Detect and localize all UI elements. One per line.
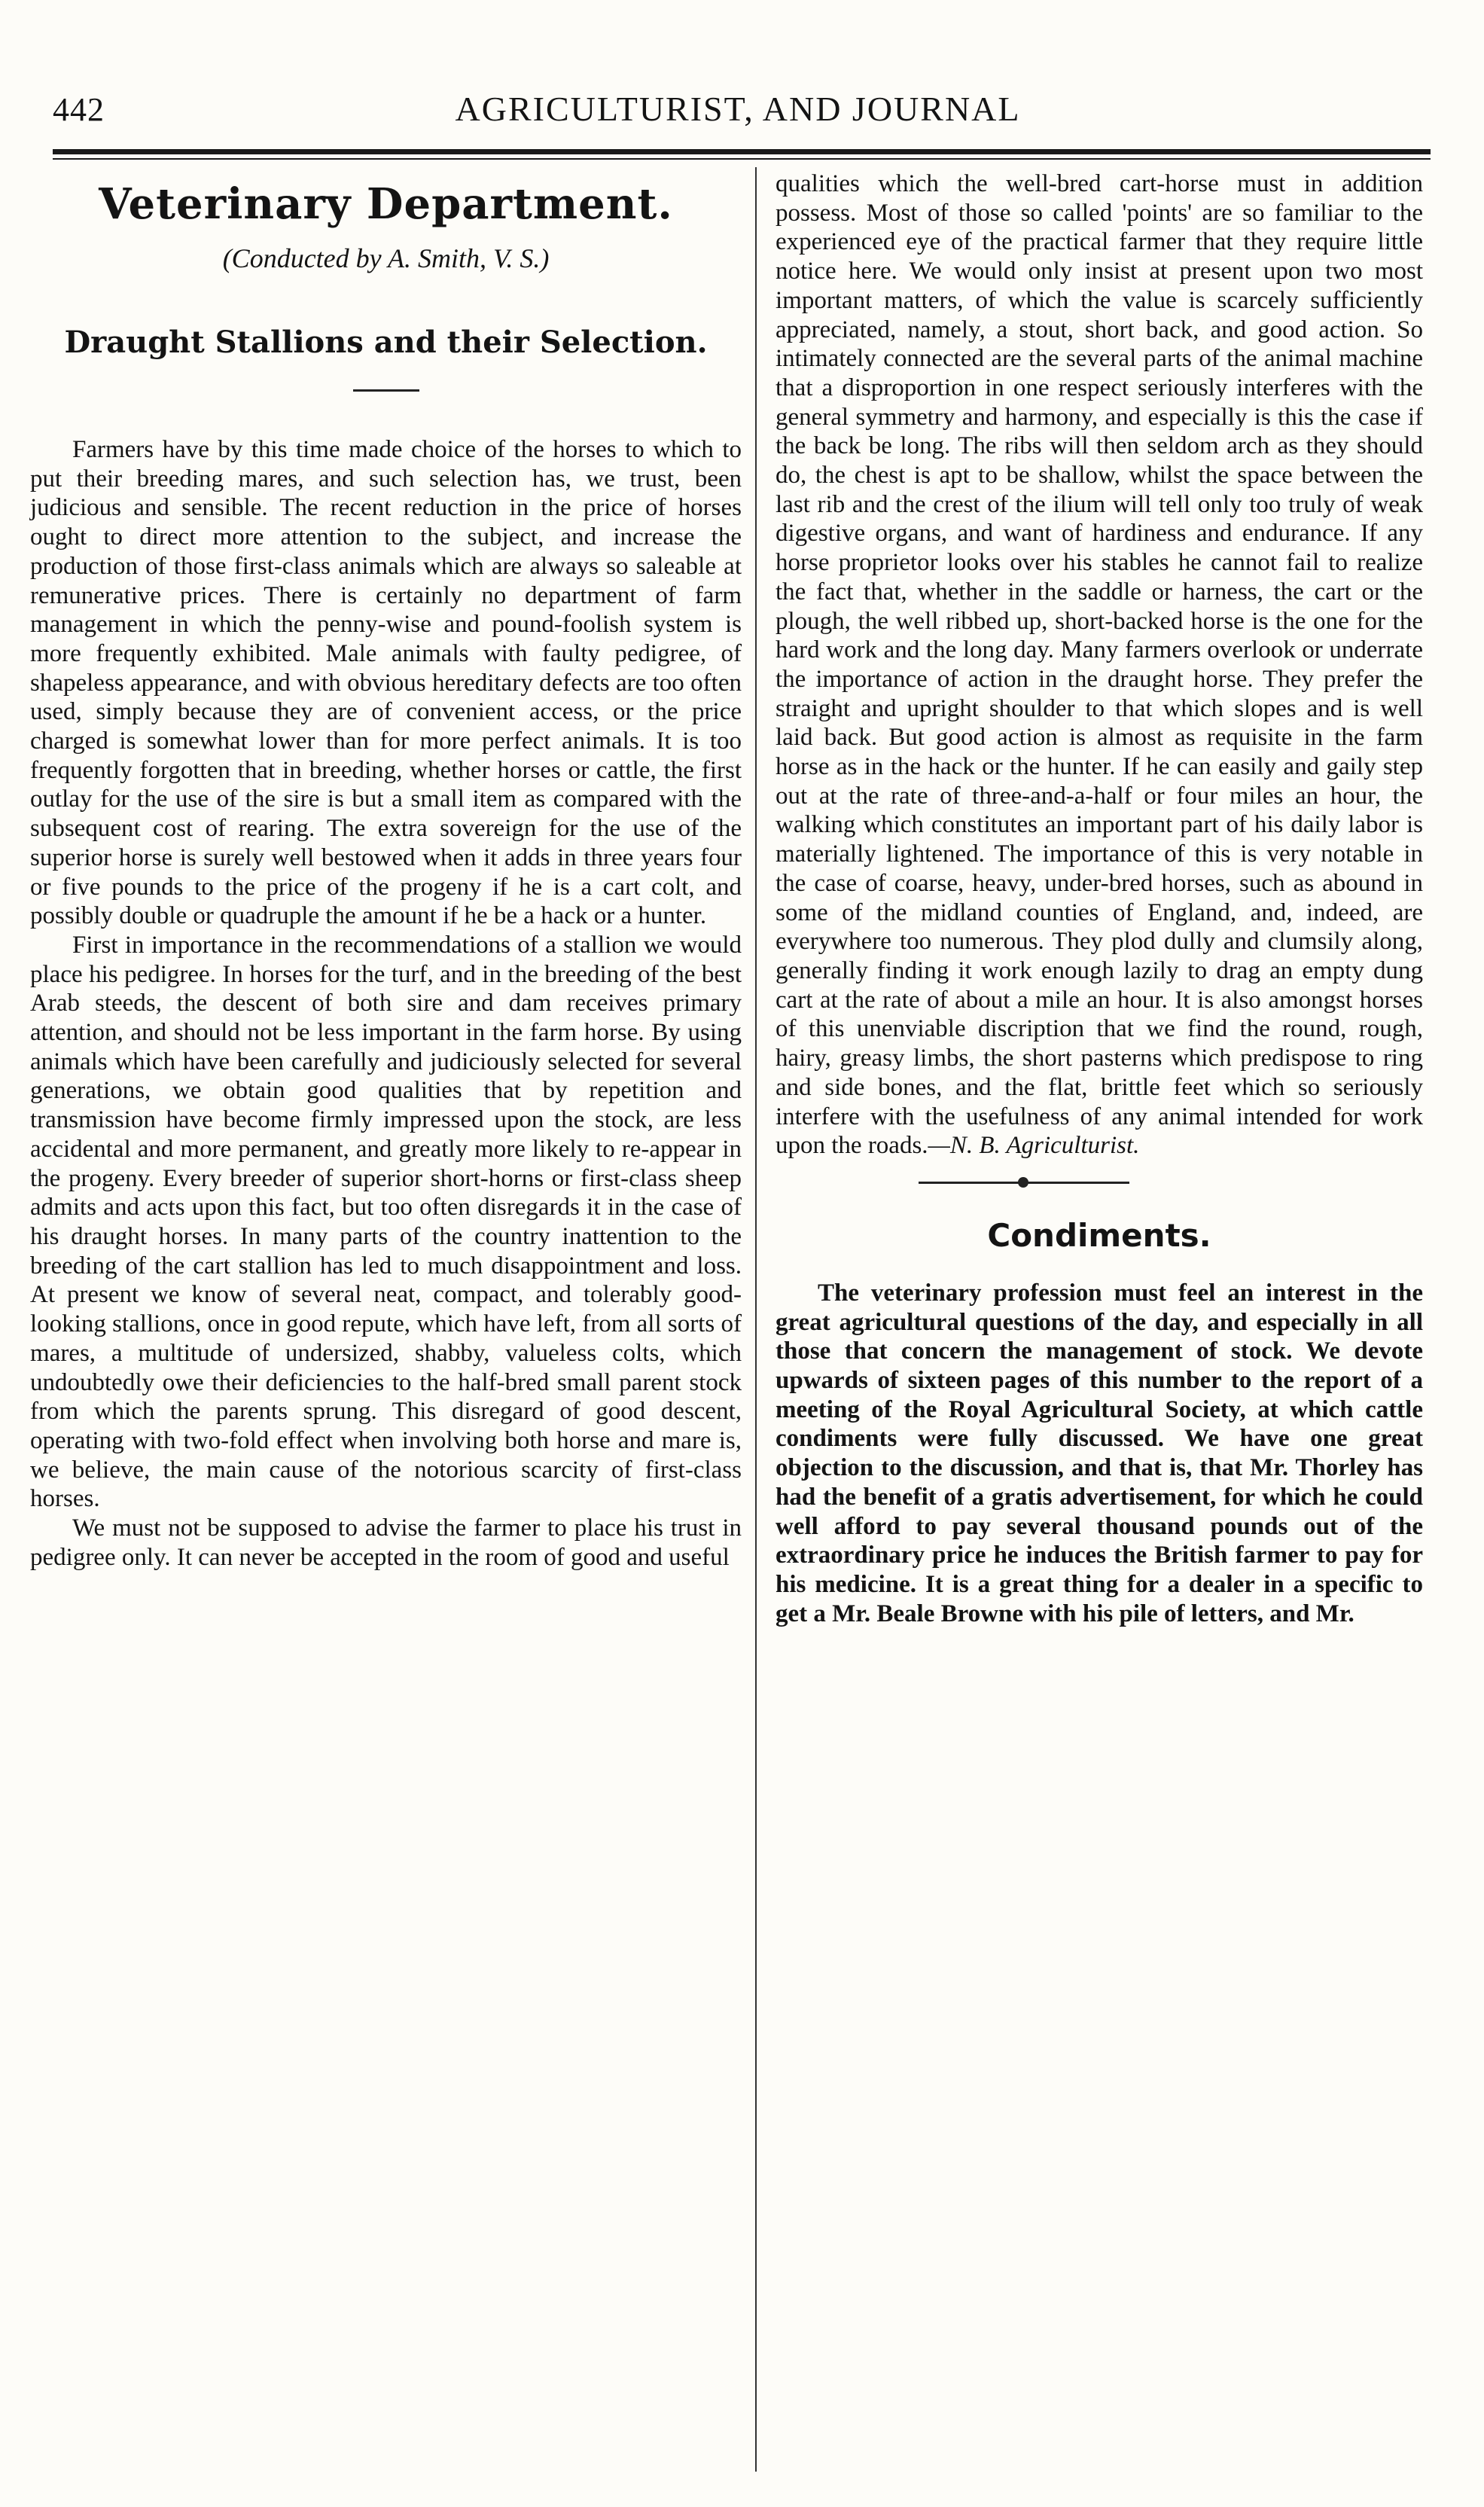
- section-paragraph: The veterinary profession must feel an interest in the great agricultural questions of the day, and especially in all those that concern the management of stock. We devote upwards of sixteen pages of this number to the report of a meeting of the Royal Agricultural Society, at which cattle condiments were fully discussed. We have one great objection to the discussion, and that is, that Mr. Thorley has had the benefit of a gratis advertisement, for which he could well afford to pay several thousand pounds out of the extraordinary price he induces the British farmer to pay for his medicine. It is a great thing for a dealer in a specific to get a Mr. Beale Browne with his pile of letters, and Mr.: [776, 1279, 1423, 1627]
- running-title: AGRICULTURIST, AND JOURNAL: [455, 90, 1021, 128]
- article-paragraph: Farmers have by this time made choice of the horses to which to put their breeding mares, and such selection has, we trust, been judicious and sensible. The recent reduction in the price of horses ought to direct more attention to the subject, and increase the production of those first-class animals which are always so saleable at remunerative prices. There is certainly no department of farm management in which the penny-wise and pound-foolish system is more frequently exhibited. Male animals with faulty pedigree, of shapeless appearance, and with obvious hereditary defects are too often used, simply because they are of convenient access, or the price charged is somewhat lower than for more perfect animals. It is too frequently forgotten that in breeding, whether horses or cattle, the first outlay for the use of the sire is but a small item as compared with the subsequent cost of rearing. The extra sovereign for the use of the superior horse is surely well bestowed when it adds in three years four or five pounds to the price of the progeny if he is a cart colt, and possibly double or quadruple the amount if he be a hack or a hunter.: [30, 436, 742, 930]
- article-paragraph-continued: [776, 169, 1423, 1160]
- page-header: [45, 83, 1431, 136]
- section-title: Condiments.: [987, 1216, 1211, 1254]
- column-divider: [755, 167, 757, 2472]
- header-rule-thin: [53, 158, 1431, 160]
- title-rule: [353, 389, 419, 392]
- department-title: Veterinary Department.: [99, 179, 673, 229]
- article-paragraph: We must not be supposed to advise the farmer to place his trust in pedigree only. It can never be accepted in the room of good and useful: [30, 1514, 742, 1571]
- continued-text: qualities which the well-bred cart-horse must in addition possess. Most of those so called 'points' are so familiar to the experienced eye of the practical farmer that they require little notice here. We would only insist at present upon two most important matters, of which the value is scarcely sufficiently appreciated, namely, a stout, short back, and good action. So intimately connected are the several parts of the animal machine that a disproportion in one respect seriously interferes with the general symmetry and harmony, and especially is this the case if the back be long. The ribs will then seldom arch as they should do, the chest is apt to be shallow, whilst the space between the last rib and the crest of the ilium will tell only too truly of weak digestive organs, and want of hardiness and endurance. If any horse proprietor looks over his stables he cannot fail to realize the fact that, whether in the saddle or harness, the cart or the plough, the well ribbed up, short-backed horse is the one for the hard work and the long day. Many farmers overlook or underrate the importance of action in the draught horse. They prefer the straight and upright shoulder to that which slopes and is well laid back. But good action is almost as requisite in the farm horse as in the hack or the hunter. If he can easily and gaily step out at the rate of three-and-a-half or four miles an hour, the walking which constitutes an important part of his daily labor is materially lightened. The importance of this is very notable in the case of coarse, heavy, under-bred horses, such as abound in some of the midland counties of England, and, indeed, are everywhere too numerous. They plod dully and clumsily along, generally finding it work enough lazily to drag an empty dung cart at the rate of about a mile an hour. It is also amongst horses of this unenviable discription that we find the round, rough, hairy, greasy limbs, the short pasterns which predispose to ring and side bones, and the flat, brittle feet which so seriously interfere with the usefulness of any animal intended for work upon the roads.: [776, 170, 1423, 1160]
- conducted-by: (Conducted by A. Smith, V. S.): [222, 243, 550, 273]
- page-number: 442: [53, 91, 105, 128]
- article-title: Draught Stallions and their Selection.: [64, 325, 708, 360]
- header-rule-thick: [53, 149, 1431, 154]
- source-signature: —N. B. Agriculturist.: [928, 1132, 1140, 1160]
- right-column: [776, 169, 1423, 1628]
- divider-ornament: [1018, 1177, 1028, 1188]
- left-column: [30, 169, 742, 1572]
- article-paragraph: First in importance in the recommendations of a stallion we would place his pedigree. In horses for the turf, and in the breeding of the best Arab steeds, the descent of both sire and dam receives primary attention, and should not be less important in the farm horse. By using animals which have been carefully and judiciously selected for several generations, we obtain good qualities that by repetition and transmission have become firmly impressed upon the stock, are less accidental and more permanent, and greatly more likely to re-appear in the progeny. Every breeder of superior short-horns or first-class sheep admits and acts upon this fact, but too often disregards it in the case of his draught horses. In many parts of the country inattention to the breeding of the cart stallion has led to much disappointment and loss. At present we know of several neat, compact, and tolerably good-looking stallions, once in good repute, which have left, from all sorts of mares, a multitude of undersized, shabby, valueless colts, which undoubtedly owe their deficiencies to the half-bred small parent stock from which the parents sprung. This disregard of good descent, operating with two-fold effect when involving both horse and mare is, we believe, the main cause of the notorious scarcity of first-class horses.: [30, 931, 742, 1513]
- section-divider: [919, 1182, 1129, 1184]
